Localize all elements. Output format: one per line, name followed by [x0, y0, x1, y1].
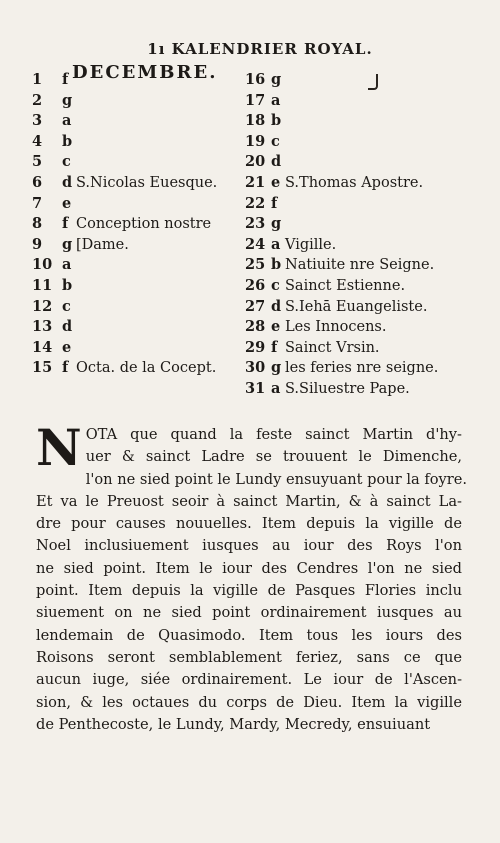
- nota-line: uer & sainct Ladre se trouuent le Dimenche,: [85, 448, 462, 466]
- calendar-right-column: [245, 70, 455, 400]
- calendar-row: [32, 338, 252, 359]
- feast-name: S.Thomas Apostre.: [285, 174, 424, 191]
- calendar-row: [245, 317, 455, 338]
- day-number: 19: [245, 132, 266, 150]
- calendar-left-column: [32, 70, 252, 379]
- dominical-letter: f: [62, 359, 69, 377]
- nota-paragraph: [36, 418, 468, 736]
- day-number: 29: [245, 338, 266, 356]
- feast-name: les feries nre seigne.: [285, 360, 439, 377]
- dominical-letter: c: [62, 297, 71, 315]
- day-number: 27: [245, 297, 266, 315]
- dominical-letter: b: [271, 112, 282, 130]
- dominical-letter: e: [271, 173, 281, 191]
- dominical-letter: d: [271, 297, 282, 315]
- nota-line: Noel inclusiuement iusques au iour des Roys l'on: [36, 537, 462, 555]
- calendar-row: [32, 297, 252, 318]
- day-number: 2: [32, 91, 43, 109]
- day-number: 15: [32, 359, 53, 377]
- day-number: 7: [32, 194, 43, 212]
- dominical-letter: f: [271, 194, 278, 212]
- day-number: 28: [245, 318, 266, 336]
- day-number: 23: [245, 215, 266, 233]
- calendar-row: [32, 152, 252, 173]
- day-number: 25: [245, 256, 266, 274]
- calendar-row: [245, 111, 455, 132]
- calendar-row: [245, 235, 455, 256]
- feast-name: S.Nicolas Euesque.: [76, 174, 218, 191]
- drop-cap: N: [36, 418, 82, 477]
- nota-line: Roisons seront semblablement feriez, sans ce que: [36, 648, 462, 666]
- feast-name: Conception nostre: [76, 216, 212, 233]
- day-number: 14: [32, 338, 53, 356]
- calendar-row: [245, 70, 455, 91]
- feast-name: Sainct Estienne.: [285, 277, 406, 294]
- calendar-row: [32, 235, 252, 256]
- dominical-letter: c: [271, 132, 280, 150]
- dominical-letter: e: [62, 338, 72, 356]
- calendar-row: [245, 255, 455, 276]
- dominical-letter: a: [62, 256, 72, 274]
- calendar-row: [32, 111, 252, 132]
- feast-name: Vigille.: [285, 236, 337, 253]
- dominical-letter: d: [62, 173, 73, 191]
- dominical-letter: b: [62, 132, 73, 150]
- day-number: 31: [245, 379, 266, 397]
- month-heading: DECEMBRE.: [72, 62, 218, 83]
- day-number: 18: [245, 112, 266, 130]
- dominical-letter: c: [62, 153, 71, 171]
- nota-line: siuement on ne sied point ordinairement iusques au: [36, 604, 462, 622]
- day-number: 12: [32, 297, 53, 315]
- dominical-letter: b: [62, 276, 73, 294]
- nota-line: aucun iuge, siée ordinairement. Le iour de l'Ascen-: [36, 671, 462, 689]
- day-number: 21: [245, 173, 266, 191]
- feast-name: S.Siluestre Pape.: [285, 380, 410, 397]
- dominical-letter: f: [62, 215, 69, 233]
- running-head: 1ı KALENDRIER ROYAL.: [147, 40, 373, 58]
- nota-line: l'on ne sied point le Lundy ensuyuant pour la foyre.: [85, 470, 468, 488]
- dominical-letter: d: [62, 318, 73, 336]
- dominical-letter: d: [271, 153, 282, 171]
- calendar-row: [245, 276, 455, 297]
- feast-name: Sainct Vrsin.: [285, 339, 380, 356]
- day-number: 8: [32, 215, 43, 233]
- nota-line: lendemain de Quasimodo. Item tous les iours des: [36, 626, 462, 644]
- dominical-letter: g: [271, 71, 282, 88]
- calendar-row: [32, 317, 252, 338]
- dominical-letter: f: [62, 71, 69, 88]
- calendar-row: [245, 338, 455, 359]
- dominical-letter: f: [271, 338, 278, 356]
- day-number: 24: [245, 235, 266, 253]
- day-number: 4: [32, 132, 43, 150]
- feast-name: Natiuite nre Seigne.: [285, 257, 435, 274]
- dominical-letter: e: [271, 318, 281, 336]
- nota-line: dre pour causes nouuelles. Item depuis la vigille de: [36, 515, 462, 533]
- dominical-letter: g: [62, 235, 73, 253]
- day-number: 1: [32, 71, 43, 88]
- nota-line: OTA que quand la feste sainct Martin d'hy-: [85, 426, 462, 443]
- dominical-letter: a: [271, 91, 281, 109]
- calendar-row: [32, 194, 252, 215]
- dominical-letter: e: [62, 194, 72, 212]
- day-number: 17: [245, 91, 266, 109]
- calendar-row: [32, 276, 252, 297]
- feast-name: [Dame.: [76, 236, 129, 253]
- calendar-row: [32, 358, 252, 379]
- calendar-row: [245, 91, 455, 112]
- day-number: 9: [32, 235, 43, 253]
- calendar-row: [245, 379, 455, 400]
- nota-text: [36, 418, 468, 736]
- calendar-row: [245, 297, 455, 318]
- dominical-letter: a: [271, 379, 281, 397]
- dominical-letter: c: [271, 276, 280, 294]
- dominical-letter: g: [62, 91, 73, 109]
- dominical-letter: b: [271, 256, 282, 274]
- calendar-row: [245, 194, 455, 215]
- day-number: 6: [32, 173, 43, 191]
- calendar-row: [245, 173, 455, 194]
- nota-line: de Penthecoste, le Lundy, Mardy, Mecredy, ensuiuant: [36, 715, 431, 733]
- calendar-row: [245, 358, 455, 379]
- day-number: 5: [32, 153, 43, 171]
- feast-name: Octa. de la Cocept.: [76, 360, 217, 377]
- day-number: 22: [245, 194, 266, 212]
- day-number: 30: [245, 359, 266, 377]
- calendar-row: [32, 91, 252, 112]
- day-number: 13: [32, 318, 53, 336]
- calendar-row: [32, 132, 252, 153]
- nota-line: sion, & les octaues du corps de Dieu. Item la vigille: [36, 693, 462, 711]
- calendar-row: [245, 152, 455, 173]
- feast-name: Les Innocens.: [285, 319, 387, 336]
- calendar-row: [32, 214, 252, 235]
- dominical-letter: a: [62, 112, 72, 130]
- dominical-letter: g: [271, 215, 282, 233]
- day-number: 26: [245, 276, 266, 294]
- calendar-row: [32, 255, 252, 276]
- day-number: 20: [245, 153, 266, 171]
- calendar-row: [32, 70, 252, 91]
- day-number: 10: [32, 256, 53, 274]
- day-number: 16: [245, 71, 266, 88]
- day-number: 11: [32, 276, 53, 294]
- day-number: 3: [32, 112, 43, 130]
- dominical-letter: g: [271, 359, 282, 377]
- calendar-row: [245, 214, 455, 235]
- dominical-letter: a: [271, 235, 281, 253]
- nota-line: ne sied point. Item le iour des Cendres l'on ne sied: [36, 559, 462, 577]
- calendar-row: [32, 173, 252, 194]
- nota-line: Et va le Preuost seoir à sainct Martin, & à sainct La-: [36, 492, 462, 510]
- calendar-row: [245, 132, 455, 153]
- nota-line: point. Item depuis la vigille de Pasques Flories inclu: [36, 582, 462, 600]
- feast-name: S.Iehā Euangeliste.: [285, 298, 428, 315]
